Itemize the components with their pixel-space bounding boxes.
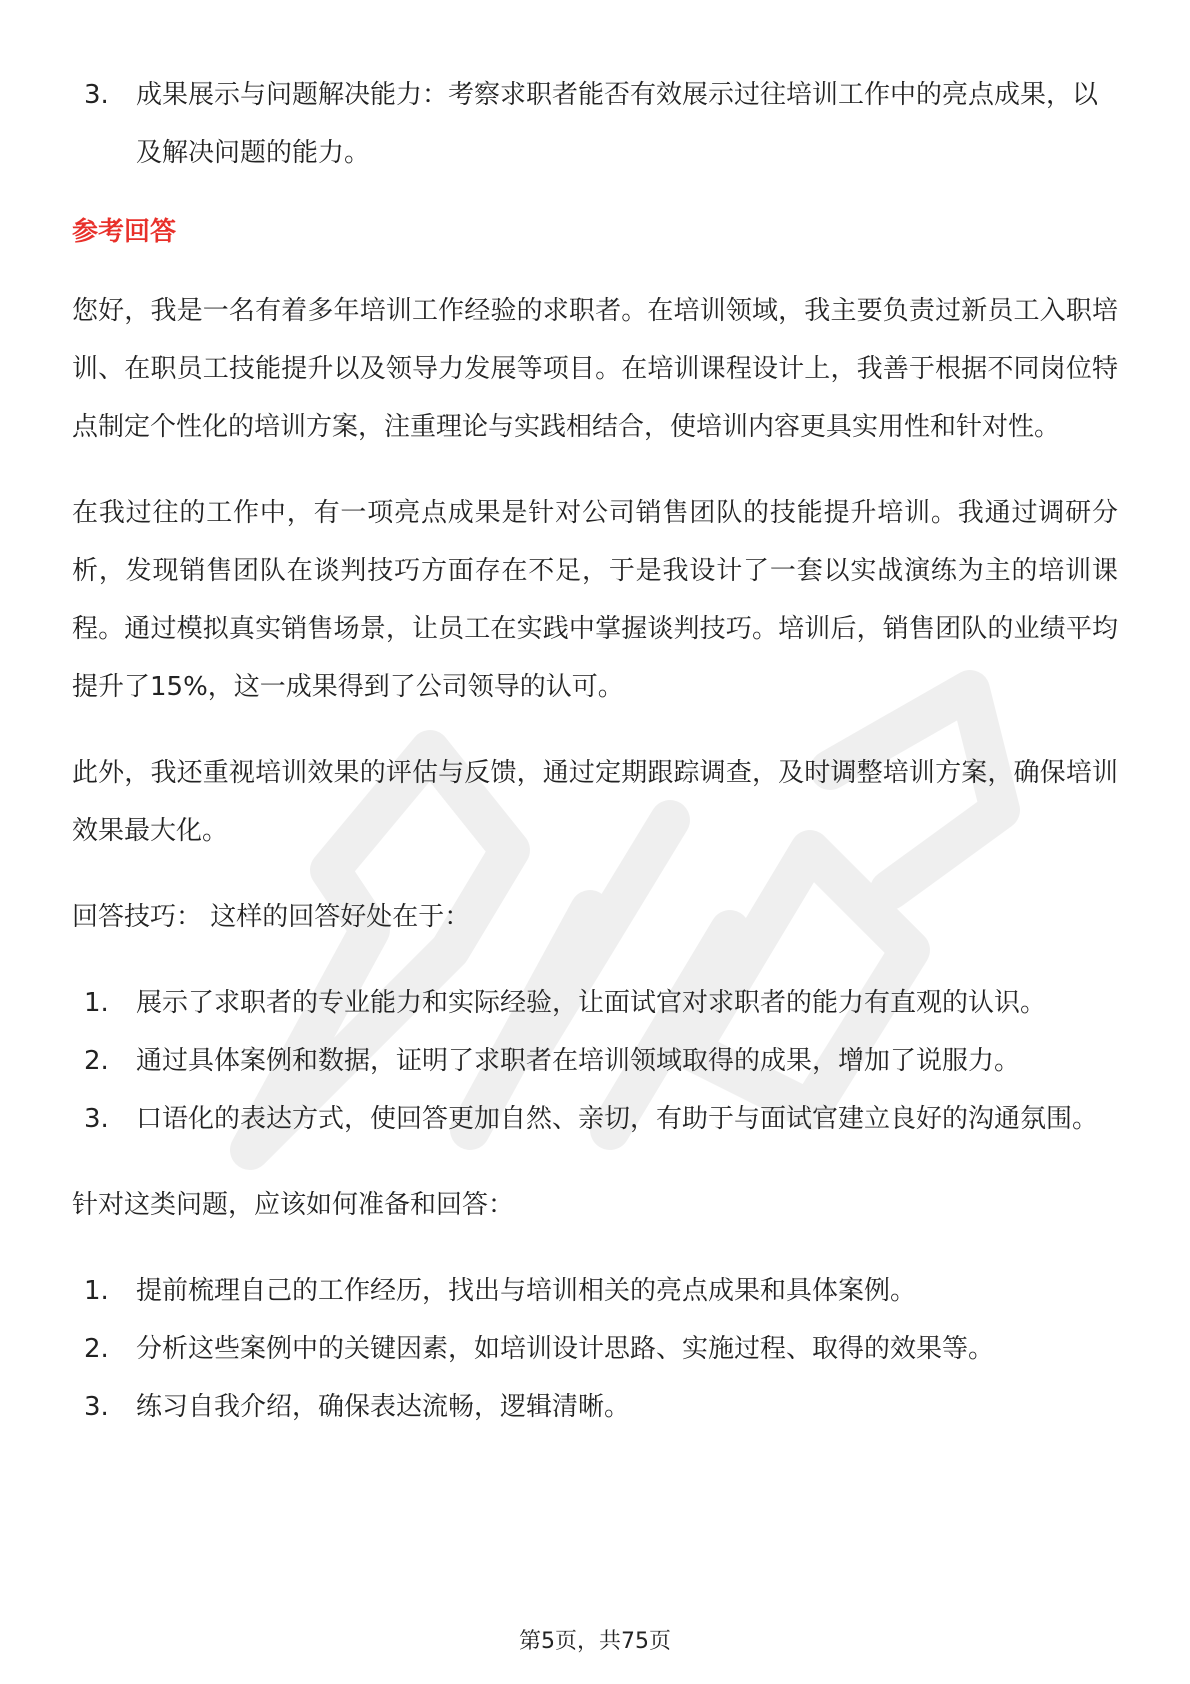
list-text: 口语化的表达方式，使回答更加自然、亲切，有助于与面试官建立良好的沟通氛围。 [136,1104,1099,1134]
list-text: 提前梳理自己的工作经历，找出与培训相关的亮点成果和具体案例。 [136,1276,917,1306]
list-item [72,1090,1118,1148]
list-number: 2. [84,1046,109,1076]
list-item [72,974,1118,1032]
section-heading: 参考回答 [72,217,177,247]
prep-list [72,1262,1118,1436]
answer-paragraph: 您好，我是一名有着多年培训工作经验的求职者。在培训领域，我主要负责过新员工入职培训、在职员工技能提升以及领导力发展等项目。在培训课程设计上，我善于根据不同岗位特点制定个性化的培训方案，注重理论与实践相结合，使培训内容更具实用性和针对性。 [72,296,1118,442]
tips-list [72,974,1118,1148]
list-text: 成果展示与问题解决能力：考察求职者能否有效展示过往培训工作中的亮点成果，以及解决问题的能力。 [136,80,1099,168]
list-item [72,1378,1118,1436]
page-footer: 第5页，共75页 [519,1629,671,1654]
list-number: 3. [84,1104,109,1134]
list-text: 通过具体案例和数据，证明了求职者在培训领域取得的成果，增加了说服力。 [136,1046,1021,1076]
list-text: 练习自我介绍，确保表达流畅，逻辑清晰。 [136,1392,631,1422]
list-number: 1. [84,1276,109,1306]
document-page [72,66,1118,1436]
list-item [72,1320,1118,1378]
list-item [72,1032,1118,1090]
list-number: 1. [84,988,109,1018]
list-number: 3. [84,80,109,110]
list-item [72,66,1118,182]
prep-heading: 针对这类问题，应该如何准备和回答： [72,1190,515,1220]
criteria-list [72,66,1118,182]
list-item [72,1262,1118,1320]
list-text: 分析这些案例中的关键因素，如培训设计思路、实施过程、取得的效果等。 [136,1334,995,1364]
list-number: 3. [84,1392,109,1422]
answer-paragraph: 此外，我还重视培训效果的评估与反馈，通过定期跟踪调查，及时调整培训方案，确保培训效果最大化。 [72,758,1118,846]
list-number: 2. [84,1334,109,1364]
tips-heading: 回答技巧： 这样的回答好处在于： [72,902,471,932]
list-text: 展示了求职者的专业能力和实际经验，让面试官对求职者的能力有直观的认识。 [136,988,1047,1018]
answer-paragraph: 在我过往的工作中，有一项亮点成果是针对公司销售团队的技能提升培训。我通过调研分析，发现销售团队在谈判技巧方面存在不足，于是我设计了一套以实战演练为主的培训课程。通过模拟真实销售场景，让员工在实践中掌握谈判技巧。培训后，销售团队的业绩平均提升了15%，这一成果得到了公司领导的认可。 [72,498,1118,702]
